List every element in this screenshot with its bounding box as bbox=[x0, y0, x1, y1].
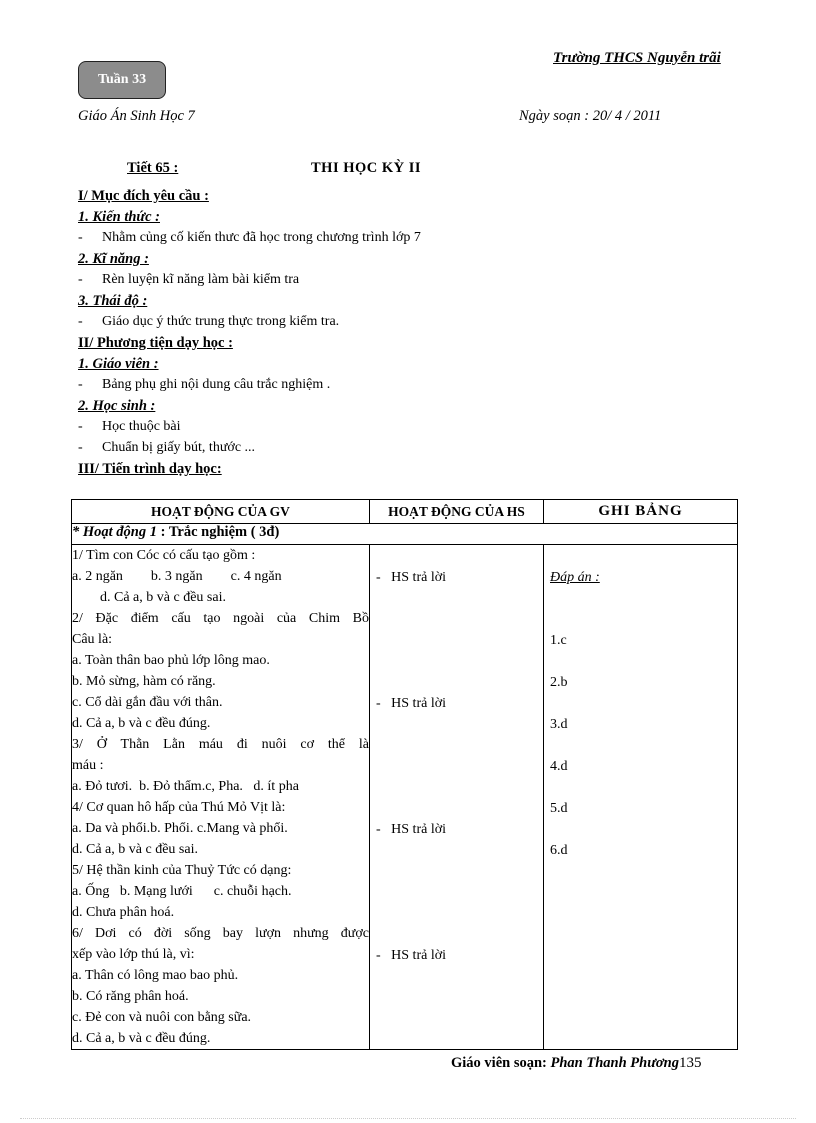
page-bottom-rule bbox=[20, 1118, 796, 1119]
answer-key-item: 3.d bbox=[550, 717, 568, 732]
question-line: 3/ Ở Thằn Lằn máu đi nuôi cơ thể là bbox=[72, 737, 369, 752]
answer-key-item: 2.b bbox=[550, 675, 568, 690]
question-line: b. Mỏ sừng, hàm có răng. bbox=[72, 674, 216, 689]
question-line: a. Đỏ tươi. b. Đỏ thẩm.c, Pha. d. ít pha bbox=[72, 779, 299, 794]
student-activity-cell bbox=[370, 545, 544, 1050]
footer-label: Giáo viên soạn: bbox=[451, 1055, 551, 1071]
question-line: máu : bbox=[72, 758, 104, 773]
week-badge: Tuần 33 bbox=[78, 61, 166, 99]
student-answer: - HS trả lời bbox=[376, 948, 447, 963]
question-line: 5/ Hệ thần kinh của Thuỷ Tức có dạng: bbox=[72, 863, 292, 878]
activity-prefix: * Hoạt động 1 bbox=[72, 524, 157, 540]
student-item-2: - Chuẩn bị giấy bút, thước ... bbox=[78, 440, 256, 455]
teacher-questions-cell bbox=[72, 545, 370, 1050]
answer-key-item: 5.d bbox=[550, 801, 568, 816]
answer-key-item: 1.c bbox=[550, 633, 567, 648]
attitude-title: 3. Thái độ : bbox=[78, 293, 148, 309]
footer bbox=[451, 1055, 702, 1072]
header-board: GHI BẢNG bbox=[544, 500, 738, 524]
student-answer: - HS trả lời bbox=[376, 570, 447, 585]
board-cell bbox=[544, 545, 738, 1050]
lesson-plan-table bbox=[71, 499, 738, 1050]
teacher-title: 1. Giáo viên : bbox=[78, 356, 159, 372]
student-item-1: - Học thuộc bài bbox=[78, 419, 181, 434]
question-line: a. Thân có lông mao bao phủ. bbox=[72, 968, 239, 983]
question-line: a. Da và phổi.b. Phổi. c.Mang và phổi. bbox=[72, 821, 288, 836]
school-name: Trường THCS Nguyễn trãi bbox=[553, 50, 721, 66]
section-resources-title: II/ Phương tiện dạy học : bbox=[78, 335, 233, 351]
answer-key-item: 4.d bbox=[550, 759, 568, 774]
answer-key-item: 6.d bbox=[550, 843, 568, 858]
question-line: c. Cổ dài gắn đầu với thân. bbox=[72, 695, 223, 710]
question-line: 2/ Đặc điểm cấu tạo ngoài của Chim Bồ bbox=[72, 611, 369, 626]
student-answer: - HS trả lời bbox=[376, 696, 447, 711]
student-answer: - HS trả lời bbox=[376, 822, 447, 837]
question-line: d. Chưa phân hoá. bbox=[72, 905, 175, 920]
skill-item: - Rèn luyện kĩ năng làm bài kiểm tra bbox=[78, 272, 300, 287]
question-line: d. Cả a, b và c đều đúng. bbox=[72, 716, 211, 731]
question-line: 6/ Dơi có đời sống bay lượn nhưng được bbox=[72, 926, 369, 941]
teacher-item: - Bảng phụ ghi nội dung câu trắc nghiệm . bbox=[78, 377, 331, 392]
question-line: Câu là: bbox=[72, 632, 113, 647]
question-line: b. Có răng phân hoá. bbox=[72, 989, 189, 1004]
prepared-date: Ngày soạn : 20/ 4 / 2011 bbox=[519, 108, 662, 124]
question-line: a. Ống b. Mạng lưới c. chuỗi hạch. bbox=[72, 884, 292, 899]
question-line: 4/ Cơ quan hô hấp của Thú Mỏ Vịt là: bbox=[72, 800, 286, 815]
question-line: a. 2 ngăn b. 3 ngăn c. 4 ngăn bbox=[72, 569, 282, 584]
question-line: a. Toàn thân bao phủ lớp lông mao. bbox=[72, 653, 270, 668]
section-process-title: III/ Tiến trình dạy học: bbox=[78, 461, 222, 477]
skill-title: 2. Kĩ năng : bbox=[78, 251, 149, 267]
question-line: d. Cả a, b và c đều sai. bbox=[72, 590, 226, 605]
question-line: c. Đẻ con và nuôi con bằng sữa. bbox=[72, 1010, 252, 1025]
knowledge-title: 1. Kiến thức : bbox=[78, 209, 160, 225]
question-line: 1/ Tìm con Cóc có cấu tạo gồm : bbox=[72, 548, 256, 563]
attitude-item: - Giáo dục ý thức trung thực trong kiểm tra. bbox=[78, 314, 340, 329]
lesson-title: THI HỌC KỲ II bbox=[311, 160, 422, 176]
question-line: xếp vào lớp thú là, vì: bbox=[72, 947, 195, 962]
knowledge-item: - Nhằm củng cố kiến thưc đã học trong chương trình lớp 7 bbox=[78, 230, 421, 245]
section-objectives-title: I/ Mục đích yêu cầu : bbox=[78, 188, 209, 204]
page-number: 135 bbox=[679, 1055, 702, 1071]
answer-key-title: Đáp án : bbox=[550, 570, 600, 585]
student-title: 2. Học sinh : bbox=[78, 398, 156, 414]
lesson-number: Tiết 65 : bbox=[127, 160, 179, 176]
activity-rest: : Trắc nghiệm ( 3đ) bbox=[157, 524, 280, 540]
question-line: d. Cả a, b và c đều sai. bbox=[72, 842, 198, 857]
teacher-name: Phan Thanh Phương bbox=[550, 1055, 679, 1071]
question-line: d. Cả a, b và c đều đúng. bbox=[72, 1031, 211, 1046]
activity-1-label bbox=[72, 524, 738, 545]
header-teacher-activity: HOẠT ĐỘNG CỦA GV bbox=[72, 500, 370, 524]
header-student-activity: HOẠT ĐỘNG CỦA HS bbox=[370, 500, 544, 524]
subject-title: Giáo Án Sinh Học 7 bbox=[78, 108, 195, 124]
